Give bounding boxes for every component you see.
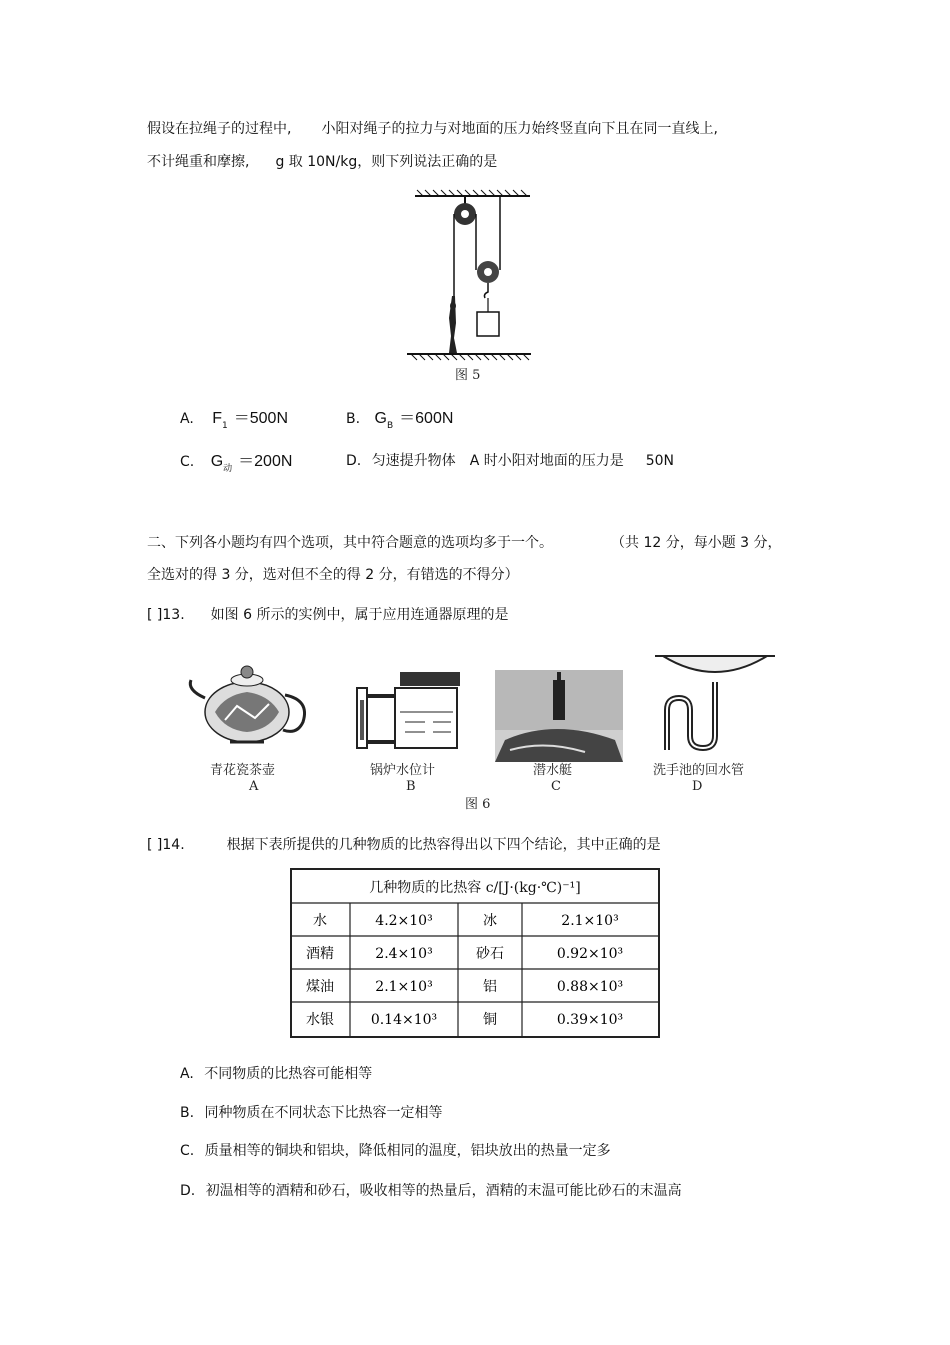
submarine-image <box>495 670 623 762</box>
table-cell: 砂石 <box>476 946 504 962</box>
option-subscript: 1 <box>222 421 228 431</box>
section-text: 二、下列各小题均有四个选项，其中符合题意的选项均多于一个。 <box>147 535 553 551</box>
option-symbol: G <box>210 453 224 470</box>
figure-5-pulley <box>405 188 535 388</box>
option-letter: D. <box>346 453 362 469</box>
option-a <box>180 405 289 431</box>
question-text: 根据下表所提供的几种物质的比热容得出以下四个结论，其中正确的是 <box>226 837 661 853</box>
teapot-image <box>190 666 304 742</box>
intro-text: g 取 10N/kg，则下列说法正确的是 <box>275 154 498 170</box>
submarine-caption: 潜水艇 <box>533 763 573 778</box>
option-text: 50N <box>645 453 675 469</box>
table-cell: 煤油 <box>306 979 334 995</box>
figure-6-caption: 图 6 <box>465 797 491 812</box>
option-subscript: B <box>386 421 394 431</box>
option-subscript: 动 <box>223 464 233 474</box>
sink-trap-caption: 洗手池的回水管 <box>653 763 745 778</box>
intro-text: 小阳对绳子的拉力与对地面的压力始终竖直向下且在同一直线上, <box>321 121 718 137</box>
table-title: 几种物质的比热容 c/[J·(kg·℃)⁻¹] <box>369 880 581 896</box>
boiler-letter: B <box>406 779 416 794</box>
question-14 <box>147 834 661 854</box>
question-number: [ ]14. <box>147 837 185 853</box>
submarine-letter: C <box>551 779 561 794</box>
table-cell: 2.4×10³ <box>375 946 433 962</box>
boiler-caption: 锅炉水位计 <box>370 763 436 778</box>
option-text: 同种物质在不同状态下比热容一定相等 <box>204 1105 443 1121</box>
boiler-gauge-image <box>357 672 460 748</box>
option-b <box>346 405 454 431</box>
table-cell: 水 <box>313 913 327 929</box>
option-text: 不同物质的比热容可能相等 <box>204 1066 373 1082</box>
q14-option-a <box>180 1063 372 1083</box>
table-cell: 0.14×10³ <box>370 1012 438 1028</box>
option-letter: C. <box>180 1143 195 1159</box>
question-text: 如图 6 所示的实例中，属于应用连通器原理的是 <box>210 607 509 623</box>
figure-6 <box>185 640 775 815</box>
option-value: ＝200N <box>238 453 293 470</box>
q14-option-c <box>180 1140 611 1160</box>
option-text: A 时小阳对地面的压力是 <box>469 453 624 469</box>
table-cell: 水银 <box>306 1012 334 1028</box>
section-2-note: 全选对的得 3 分，选对但不全的得 2 分，有错选的不得分） <box>147 567 519 583</box>
q14-option-b <box>180 1102 443 1122</box>
table-cell: 0.39×10³ <box>556 1012 624 1028</box>
section-2-heading <box>147 532 782 552</box>
table-cell: 铝 <box>483 979 497 995</box>
specific-heat-table <box>290 868 660 1038</box>
option-c <box>180 448 293 474</box>
question-number: [ ]13. <box>147 607 185 623</box>
sink-trap-image <box>655 656 775 750</box>
intro-line-1 <box>147 118 718 138</box>
option-letter: B. <box>346 411 361 427</box>
teapot-caption: 青花瓷茶壶 <box>210 763 276 778</box>
teapot-letter: A <box>249 779 259 794</box>
table-cell: 0.88×10³ <box>556 979 624 995</box>
option-letter: B. <box>180 1105 195 1121</box>
option-text: 匀速提升物体 <box>371 453 456 469</box>
option-value: ＝500N <box>233 410 289 427</box>
table-cell: 2.1×10³ <box>375 979 433 995</box>
intro-text: 不计绳重和摩擦, <box>147 154 250 170</box>
option-value: ＝600N <box>399 410 454 427</box>
option-text: 质量相等的铜块和铝块，降低相同的温度，铝块放出的热量一定多 <box>204 1143 611 1159</box>
option-letter: D. <box>180 1183 196 1199</box>
table-cell: 0.92×10³ <box>556 946 624 962</box>
table-cell: 铜 <box>483 1012 497 1028</box>
figure-5-caption: 图 5 <box>455 368 481 383</box>
option-symbol: G <box>374 410 387 427</box>
intro-line-2 <box>147 151 497 171</box>
intro-text: 假设在拉绳子的过程中, <box>147 121 292 137</box>
table-cell: 2.1×10³ <box>561 913 619 929</box>
table-cell: 酒精 <box>306 946 334 962</box>
question-13 <box>147 604 508 624</box>
sink-trap-letter: D <box>692 779 703 794</box>
table-cell: 4.2×10³ <box>375 913 433 929</box>
option-symbol: F <box>212 410 223 427</box>
table-cell: 冰 <box>483 913 497 929</box>
section-text: （共 12 分，每小题 3 分， <box>611 535 782 551</box>
option-text: 初温相等的酒精和砂石，吸收相等的热量后，酒精的末温可能比砂石的末温高 <box>205 1183 682 1199</box>
q14-option-d <box>180 1180 682 1200</box>
option-letter: A. <box>180 1066 194 1082</box>
option-letter: C. <box>180 454 195 470</box>
option-d <box>346 450 674 470</box>
option-letter: A. <box>180 411 194 427</box>
